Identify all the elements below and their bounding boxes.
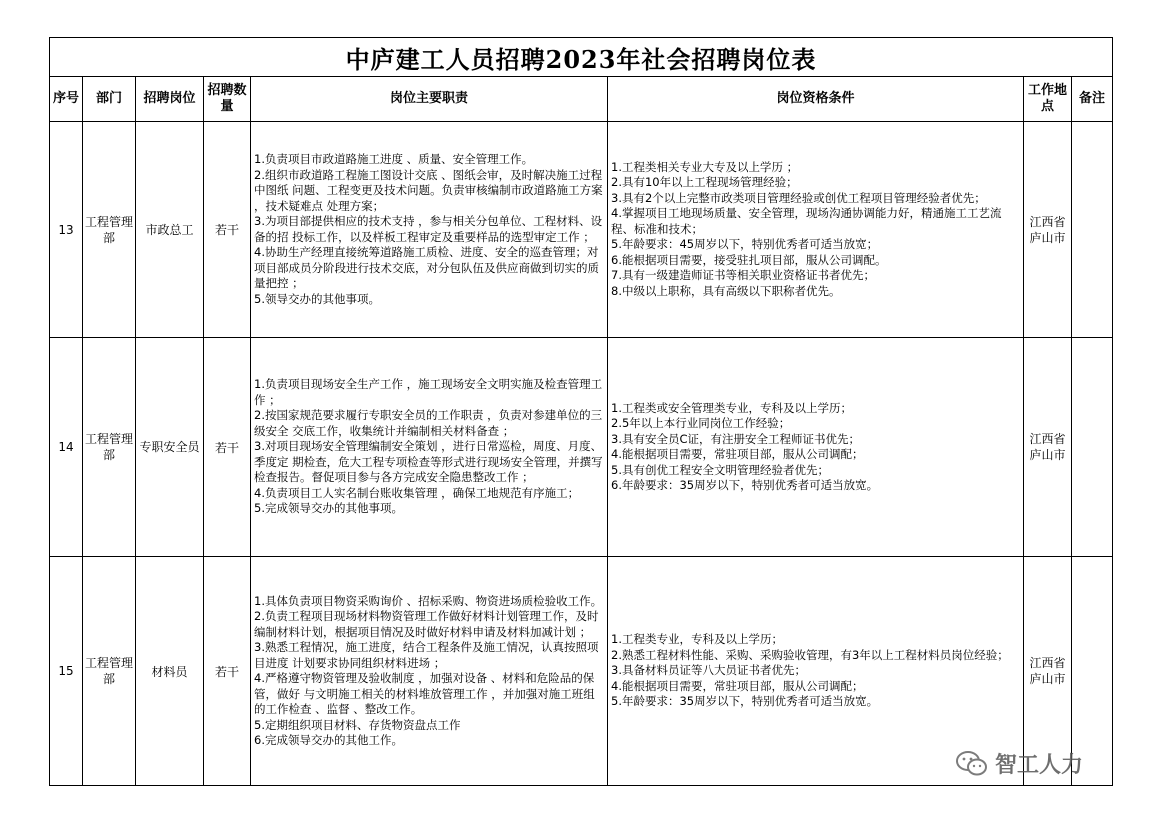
qualification-line: 5.具有创优工程安全文明管理经验者优先； <box>611 462 829 477</box>
table-title: 中庐建工人员招聘2023年社会招聘岗位表 <box>50 38 1113 77</box>
row-count: 若干 <box>204 557 251 786</box>
qualification-line: 1.工程类或安全管理类专业，专科及以上学历； <box>611 400 852 415</box>
duty-line: 3.为项目部提供相应的技术支持 ，参与相关分包单位、工程材料、设备的招 投标工作，以及样板工程审定及重要样品的选型审定工作 ； <box>254 214 603 244</box>
qualification-line: 3.具备材料员证等八大员证书者优先； <box>611 663 806 678</box>
row-remark <box>1072 122 1113 338</box>
row-dept: 工程管理部 <box>83 122 136 338</box>
row-no: 14 <box>50 338 83 557</box>
duty-line: 1.具体负责项目物资采购询价 、招标采购、物资进场质检验收工作。 <box>254 593 603 608</box>
duty-line: 2.负责工程项目现场材料物资管理工作做好材料计划管理工作，及时编制材料计划，根据项目情况及时做好材料申请及材料加减计划 ； <box>254 609 599 639</box>
row-duties <box>251 122 608 338</box>
qualification-line: 3.具有安全员C证，有注册安全工程师证书优先； <box>611 431 860 446</box>
row-count: 若干 <box>204 338 251 557</box>
header-no: 序号 <box>50 77 83 122</box>
row-remark <box>1072 338 1113 557</box>
qualification-line: 3.具有2个以上完整市政类项目管理经验或创优工程项目管理经验者优先； <box>611 190 986 205</box>
qualification-line: 4.能根据项目需要，常驻项目部，服从公司调配； <box>611 447 864 461</box>
duty-line: 4.负责项目工人实名制台账收集管理 ，确保工地规范有序施工； <box>254 485 580 500</box>
row-no: 13 <box>50 122 83 338</box>
row-no: 15 <box>50 557 83 786</box>
row-position: 专职安全员 <box>136 338 204 557</box>
row-duties <box>251 557 608 786</box>
duty-line: 5.领导交办的其他事项。 <box>254 291 380 306</box>
duty-line: 4.协助生产经理直接统筹道路施工质检、进度、安全的巡查管理；对项目部成员分阶段进行技术交底，对分包队伍及供应商做到切实的质量把控 ； <box>254 245 599 290</box>
row-location: 江西省庐山市 <box>1024 557 1072 786</box>
row-position: 市政总工 <box>136 122 204 338</box>
qualification-line: 2.熟悉工程材料性能、采购、采购验收管理，有3年以上工程材料员岗位经验； <box>611 647 1009 662</box>
row-qualifications <box>608 122 1024 338</box>
duty-line: 3.对项目现场安全管理编制安全策划 ，进行日常巡检，周度、月度、季度定 期检查，危大工程专项检查等形式进行现场安全管理，并撰写检查报告。督促项目参与各方完成安全隐患整改工作 ； <box>254 439 603 485</box>
qualification-line: 8.中级以上职称，具有高级以下职称者优先。 <box>611 283 841 298</box>
header-dept: 部门 <box>83 77 136 122</box>
qualification-line: 4.掌握项目工地现场质量、安全管理，现场沟通协调能力好，精通施工工艺流程、标准和技术； <box>611 206 1002 236</box>
duty-line: 3.熟悉工程情况，施工进度，结合工程条件及施工情况，认真按照项目进度 计划要求协同组织材料进场 ； <box>254 640 599 670</box>
qualification-line: 7.具有一级建造师证书等相关职业资格证书者优先； <box>611 268 875 283</box>
qualification-line: 6.能根据项目需要，接受驻扎项目部，服从公司调配。 <box>611 252 887 267</box>
watermark <box>955 748 1083 779</box>
wechat-icon <box>955 750 989 778</box>
qualification-line: 5.年龄要求：35周岁以下，特别优秀者可适当放宽。 <box>611 694 879 709</box>
table-row <box>50 338 1113 557</box>
qualification-line: 4.能根据项目需要，常驻项目部，服从公司调配； <box>611 678 864 693</box>
row-position: 材料员 <box>136 557 204 786</box>
row-dept: 工程管理部 <box>83 338 136 557</box>
duty-line: 4.严格遵守物资管理及验收制度 ，加强对设备 、材料和危险品的保管，做好 与文明施工相关的材料堆放管理工作 ，并加强对施工班组的工作检查 、监督 、整改工作。 <box>254 671 595 716</box>
qualification-line: 2.具有10年以上工程现场管理经验； <box>611 175 798 190</box>
qualification-line: 5.年龄要求：45周岁以下，特别优秀者可适当放宽； <box>611 237 879 252</box>
duty-line: 1.负责项目市政道路施工进度 、质量、安全管理工作。 <box>254 152 534 166</box>
watermark-text: 智工人力 <box>995 753 1084 778</box>
header-position: 招聘岗位 <box>136 77 204 122</box>
duty-line: 5.定期组织项目材料、存货物资盘点工作 <box>254 717 461 732</box>
duty-line: 1.负责项目现场安全生产工作 ，施工现场安全文明实施及检查管理工作 ； <box>254 377 603 407</box>
row-location: 江西省庐山市 <box>1024 122 1072 338</box>
qualification-line: 6.年龄要求：35周岁以下，特别优秀者可适当放宽。 <box>611 478 879 492</box>
table-row <box>50 557 1113 786</box>
recruitment-table-sheet <box>49 37 1112 790</box>
header-row <box>50 77 1113 122</box>
header-qualifications: 岗位资格条件 <box>608 77 1024 122</box>
row-duties <box>251 338 608 557</box>
header-duties: 岗位主要职责 <box>251 77 608 122</box>
row-qualifications <box>608 338 1024 557</box>
qualification-line: 2.5年以上本行业同岗位工作经验； <box>611 416 791 430</box>
header-count: 招聘数量 <box>204 77 251 122</box>
header-location: 工作地点 <box>1024 77 1072 122</box>
row-count: 若干 <box>204 122 251 338</box>
header-remark: 备注 <box>1072 77 1113 122</box>
duty-line: 2.按国家规范要求履行专职安全员的工作职责 ，负责对参建单位的三级安全 交底工作，收集统计并编制相关材料备查 ； <box>254 408 603 438</box>
recruitment-table <box>49 37 1113 786</box>
row-dept: 工程管理部 <box>83 557 136 786</box>
duty-line: 5.完成领导交办的其他事项。 <box>254 501 403 516</box>
table-row <box>50 122 1113 338</box>
qualification-line: 1.工程类专业，专科及以上学历； <box>611 632 783 647</box>
duty-line: 2.组织市政道路工程施工图设计交底 、图纸会审，及时解决施工过程中图纸 问题、工程变更及技术问题。负责审核编制市政道路施工方案 ，技术疑难点 处理方案； <box>254 167 603 213</box>
row-location: 江西省庐山市 <box>1024 338 1072 557</box>
duty-line: 6.完成领导交办的其他工作。 <box>254 733 403 747</box>
qualification-line: 1.工程类相关专业大专及以上学历 ； <box>611 159 799 174</box>
